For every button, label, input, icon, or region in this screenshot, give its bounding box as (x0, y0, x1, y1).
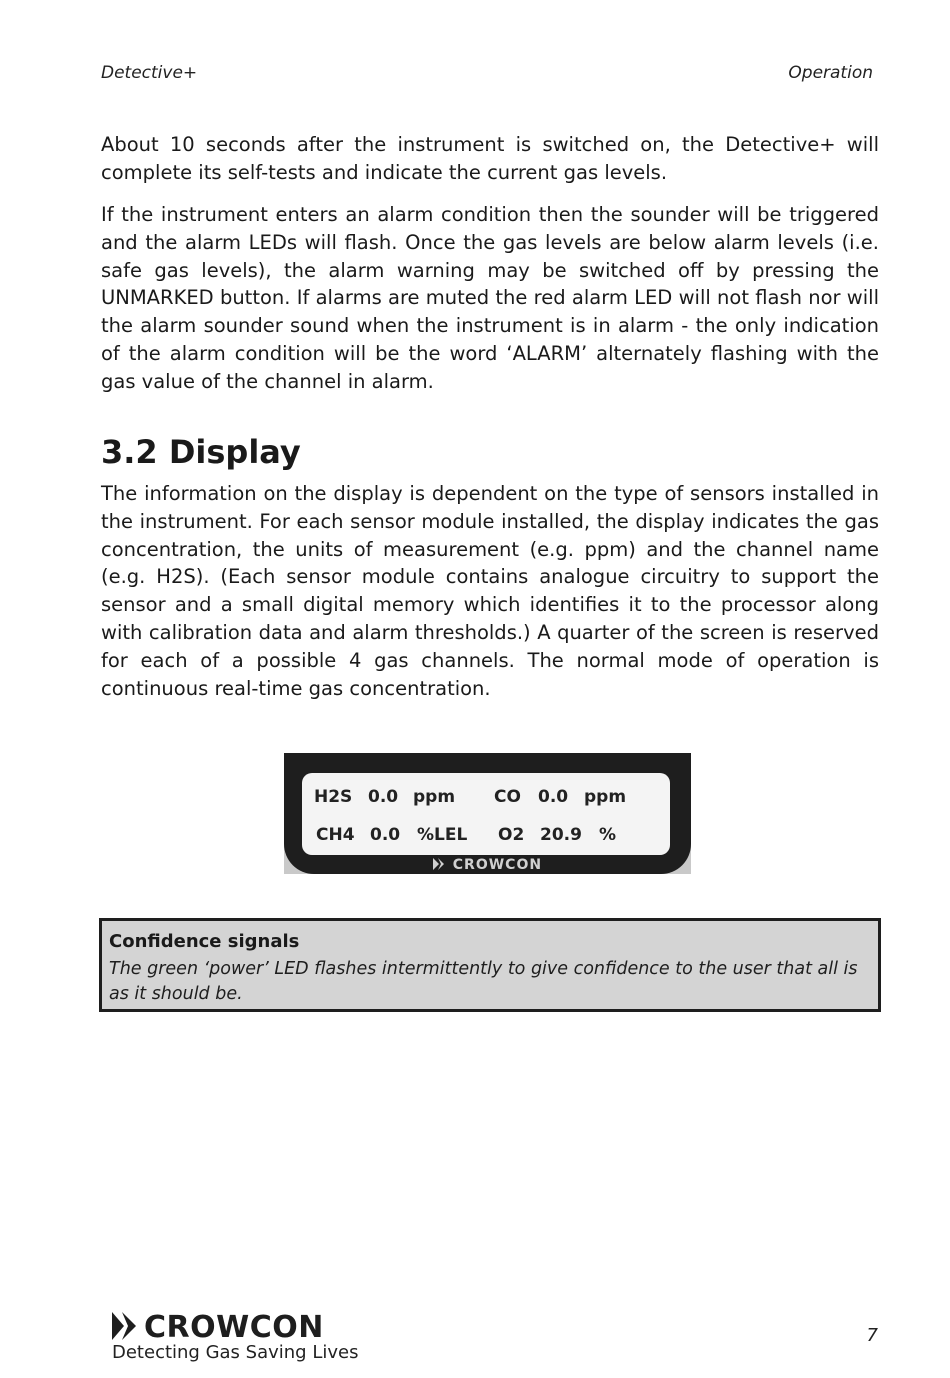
running-header-section: Operation (788, 63, 873, 83)
lcd-channel-1-name: H2S (314, 787, 353, 807)
page-number: 7 (866, 1325, 878, 1346)
lcd-bezel (284, 753, 691, 874)
note-title: Confidence signals (109, 931, 300, 952)
lcd-channel-1-unit: ppm (413, 787, 456, 807)
lcd-brand-label: CROWCON (452, 857, 543, 873)
lcd-display-figure (284, 753, 691, 874)
logo-wordmark: CROWCON (144, 1310, 324, 1345)
lcd-channel-3-unit: %LEL (417, 825, 468, 845)
lcd-channel-4-name: O2 (498, 825, 525, 845)
lcd-channel-2-name: CO (494, 787, 521, 807)
note-body: The green ‘power’ LED flashes intermittently to give confidence to the user that all is as it should be. (109, 959, 858, 1004)
lcd-channel-3-value: 0.0 (370, 825, 401, 845)
confidence-signals-note (99, 918, 881, 1012)
lcd-brand (284, 857, 691, 873)
crowcon-chevron-icon (112, 1312, 142, 1342)
lcd-channel-3-name: CH4 (316, 825, 355, 845)
lcd-channel-4-value: 20.9 (540, 825, 582, 845)
paragraph-display: The information on the display is dependent on the type of sensors installed in the instrument. For each sensor module installed, the display indicates the gas concentration, the units of measurement (e.g. ppm) and the channel name (e.g. H2S). (Each sensor module contains analogue circuitry to support the sensor and a small digital memory which identifies it to the processor along with calibration data and alarm thresholds.) A quarter of the screen is reserved for each of a possible 4 gas channels. The normal mode of operation is continuous real-time gas concentration. (101, 482, 879, 700)
lcd-channel-2-unit: ppm (584, 787, 627, 807)
lcd-channel-2-value: 0.0 (538, 787, 569, 807)
logo-tagline: Detecting Gas Saving Lives (112, 1342, 359, 1363)
lcd-screen (302, 773, 670, 855)
lcd-channel-1-value: 0.0 (368, 787, 399, 807)
paragraph-self-test: About 10 seconds after the instrument is switched on, the Detective+ will complete its self-tests and indicate the current gas levels. (101, 133, 879, 184)
paragraph-alarm: If the instrument enters an alarm condition then the sounder will be triggered and the alarm LEDs will flash. Once the gas levels are below alarm levels (i.e. safe gas levels), the alarm warning may be switched off by pressing the UNMARKED button. If alarms are muted the red alarm LED will not flash nor will the alarm sounder sound when the instrument is in alarm - the only indication of the alarm condition will be the word ‘ALARM’ alternately flashing with the gas value of the channel in alarm. (101, 203, 879, 393)
running-header-title: Detective+ (101, 63, 198, 83)
section-heading: 3.2 Display (101, 433, 301, 471)
crowcon-chevron-icon (433, 858, 447, 870)
lcd-channel-4-unit: % (599, 825, 617, 845)
